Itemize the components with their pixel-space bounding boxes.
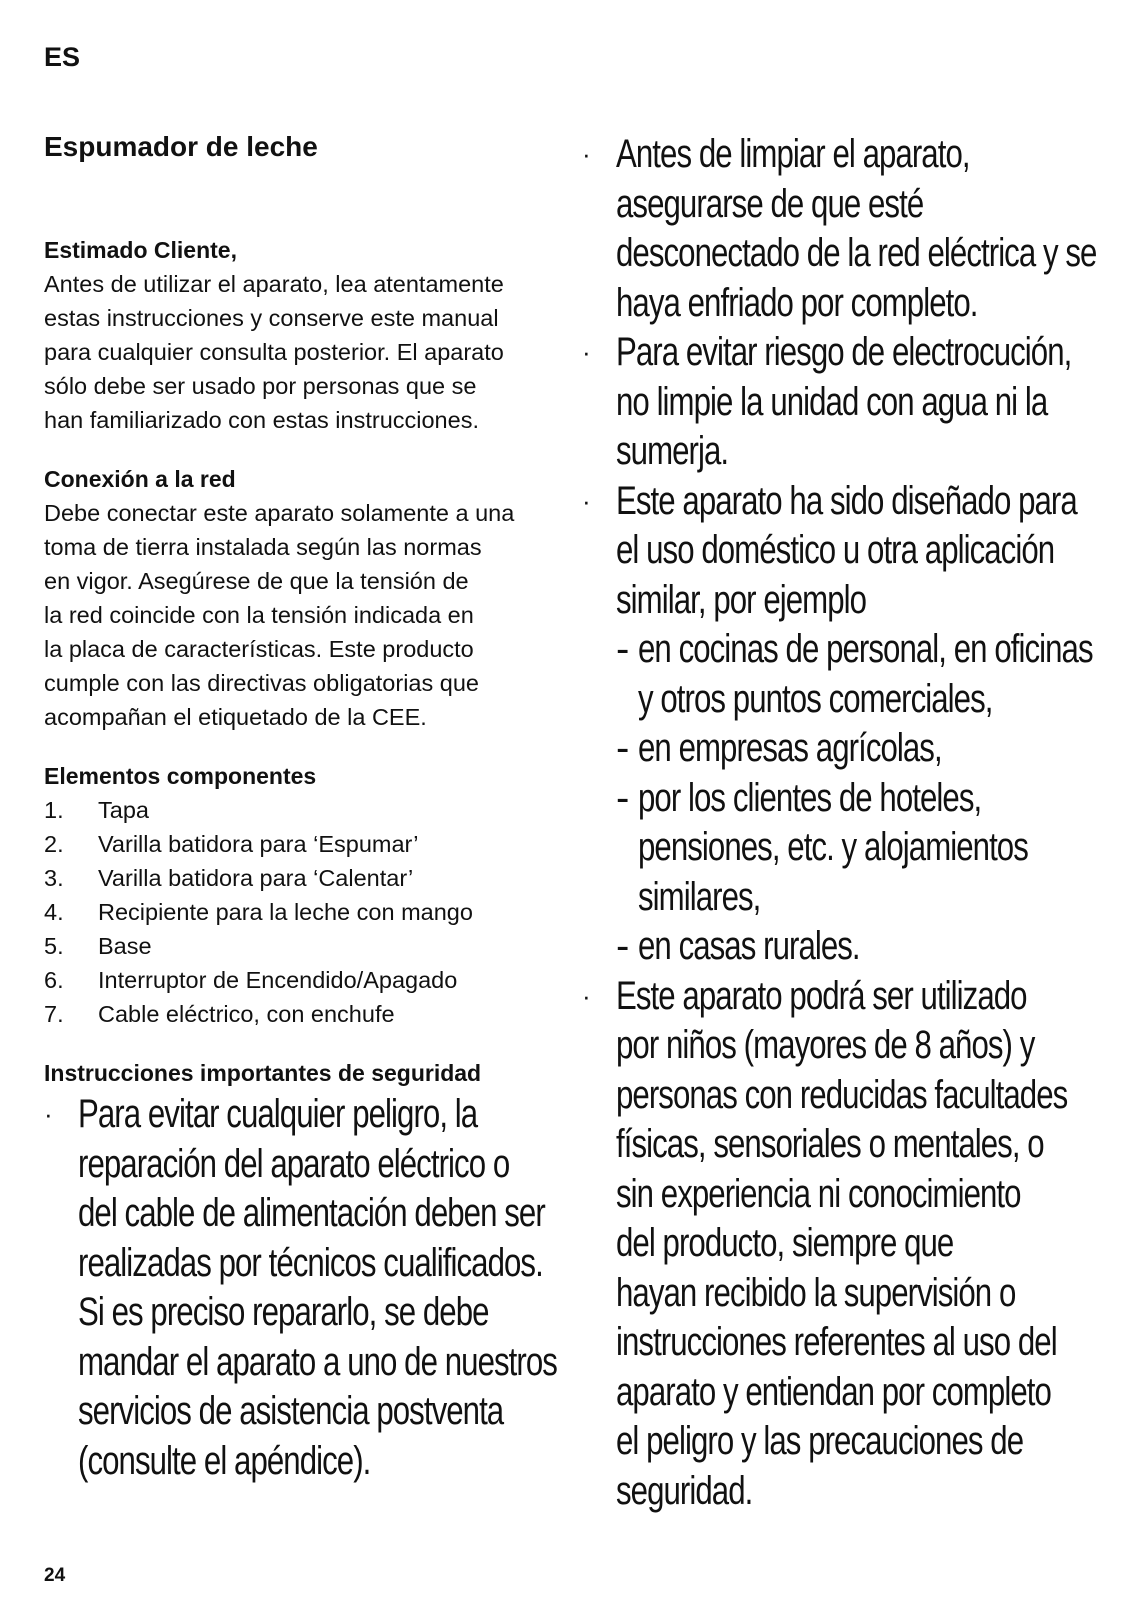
text-line: en cocinas de personal, en oficinas [638, 627, 1093, 671]
bullet-marker: · [44, 1099, 52, 1129]
text-line: instrucciones referentes al uso del [616, 1320, 1057, 1364]
text-line: (consulte el apéndice). [78, 1438, 371, 1483]
text-line: similar, por ejemplo [616, 577, 867, 622]
item-text: Recipiente para la leche con mango [98, 899, 473, 925]
text-line: en casas rurales. [638, 924, 860, 968]
text-line: similares, [638, 874, 761, 919]
text-line: realizadas por técnicos cualificados. [78, 1240, 543, 1285]
list-item [44, 929, 554, 963]
list-item [44, 963, 554, 997]
text-line: Debe conectar este aparato solamente a una [44, 500, 515, 526]
safety-bullet-item [44, 1090, 557, 1486]
item-text: Interruptor de Encendido/Apagado [98, 967, 458, 993]
text-line: Antes de limpiar el aparato, [616, 132, 970, 176]
text-line: del producto, siempre que [616, 1221, 954, 1265]
item-number: 3. [44, 865, 64, 891]
sub-list-item [616, 724, 1136, 774]
text-line: cumple con las directivas obligatorias que [44, 670, 479, 696]
dash-marker: - [616, 924, 629, 968]
text-line: Este aparato ha sido diseñado para [616, 478, 1077, 523]
text-line: Para evitar riesgo de electrocución, [616, 330, 1072, 374]
list-item [44, 793, 554, 827]
bullet-marker: · [582, 337, 590, 367]
right-column [582, 130, 1102, 1516]
language-code: ES [44, 42, 81, 72]
item-text: Varilla batidora para ‘Calentar’ [98, 865, 414, 891]
text-line: sólo debe ser usado por personas que se [44, 373, 477, 399]
text-line: físicas, sensoriales o mentales, o [616, 1122, 1044, 1166]
usage-sub-list [616, 625, 1136, 972]
bullet-marker: · [582, 485, 590, 516]
text-line: aparato y entiendan por completo [616, 1369, 1051, 1414]
item-text: Varilla batidora para ‘Espumar’ [98, 831, 419, 857]
text-line: hayan recibido la supervisión o [616, 1270, 1016, 1315]
connection-paragraph [44, 496, 554, 734]
left-column [44, 130, 557, 1486]
item-text: Tapa [98, 797, 149, 823]
sub-list-item [616, 774, 1136, 923]
bullet-marker: · [582, 139, 590, 169]
text-line: del cable de alimentación deben ser [78, 1191, 545, 1235]
text-line: el peligro y las precauciones de [616, 1419, 1024, 1463]
item-number: 7. [44, 1001, 64, 1027]
text-line: reparación del aparato eléctrico o [78, 1141, 510, 1186]
text-line: en empresas agrícolas, [638, 726, 942, 770]
item-number: 1. [44, 797, 64, 823]
text-line: sin experiencia ni conocimiento [616, 1171, 1021, 1216]
text-line: asegurarse de que esté [616, 181, 924, 226]
text-line: por los clientes de hoteles, [638, 775, 982, 820]
safety-bullet-item [582, 130, 1102, 328]
text-line: seguridad. [616, 1468, 753, 1513]
item-text: Base [98, 933, 152, 959]
safety-list-right [582, 130, 1102, 1516]
text-line: no limpie la unidad con agua ni la [616, 379, 1048, 424]
safety-bullet-item [582, 477, 1102, 972]
text-line: el uso doméstico u otra aplicación [616, 528, 1055, 572]
page-number: 24 [44, 1565, 66, 1586]
text-line: servicios de asistencia postventa [78, 1389, 504, 1433]
text-line: Antes de utilizar el aparato, lea atentamente [44, 271, 504, 297]
list-item [44, 997, 554, 1031]
text-line: han familiarizado con estas instrucciones. [44, 407, 479, 433]
text-line: y otros puntos comerciales, [638, 676, 993, 721]
dash-marker: - [616, 726, 629, 770]
greeting-heading: Estimado Cliente, [44, 237, 237, 263]
bullet-marker: · [582, 980, 590, 1011]
greeting-paragraph [44, 267, 554, 437]
text-line: para cualquier consulta posterior. El aparato [44, 339, 504, 365]
text-line: estas instrucciones y conserve este manual [44, 305, 499, 331]
text-line: Si es preciso repararlo, se debe [78, 1290, 489, 1334]
dash-marker: - [616, 775, 629, 820]
text-line: acompañan el etiquetado de la CEE. [44, 704, 427, 730]
sub-list-item [616, 922, 1136, 972]
connection-heading: Conexión a la red [44, 466, 236, 492]
text-line: por niños (mayores de 8 años) y [616, 1023, 1035, 1067]
list-item [44, 827, 554, 861]
text-line: la placa de características. Este producto [44, 636, 474, 662]
text-line: pensiones, etc. y alojamientos [638, 825, 1028, 869]
item-number: 2. [44, 831, 64, 857]
item-number: 4. [44, 899, 64, 925]
sub-list-item [616, 625, 1136, 724]
safety-heading: Instrucciones importantes de seguridad [44, 1060, 482, 1086]
list-item [44, 895, 554, 929]
components-heading: Elementos componentes [44, 763, 317, 789]
text-line: desconectado de la red eléctrica y se [616, 231, 1097, 275]
text-line: haya enfriado por completo. [616, 280, 978, 325]
safety-bullet-item [582, 972, 1102, 1517]
text-line: personas con reducidas facultades [616, 1072, 1068, 1117]
text-line: en vigor. Asegúrese de que la tensión de [44, 568, 469, 594]
item-number: 6. [44, 967, 64, 993]
text-line: toma de tierra instalada según las normas [44, 534, 482, 560]
text-line: Para evitar cualquier peligro, la [78, 1092, 478, 1136]
item-number: 5. [44, 933, 64, 959]
text-line: mandar el aparato a uno de nuestros [78, 1339, 557, 1384]
item-text: Cable eléctrico, con enchufe [98, 1001, 395, 1027]
text-line: la red coincide con la tensión indicada en [44, 602, 474, 628]
safety-bullet-item [582, 328, 1102, 477]
text-line: sumerja. [616, 429, 729, 473]
list-item [44, 861, 554, 895]
safety-list-left [44, 1090, 557, 1486]
document-title: Espumador de leche [44, 131, 318, 162]
text-line: Este aparato podrá ser utilizado [616, 973, 1027, 1018]
components-list [44, 793, 554, 1031]
dash-marker: - [616, 627, 629, 671]
